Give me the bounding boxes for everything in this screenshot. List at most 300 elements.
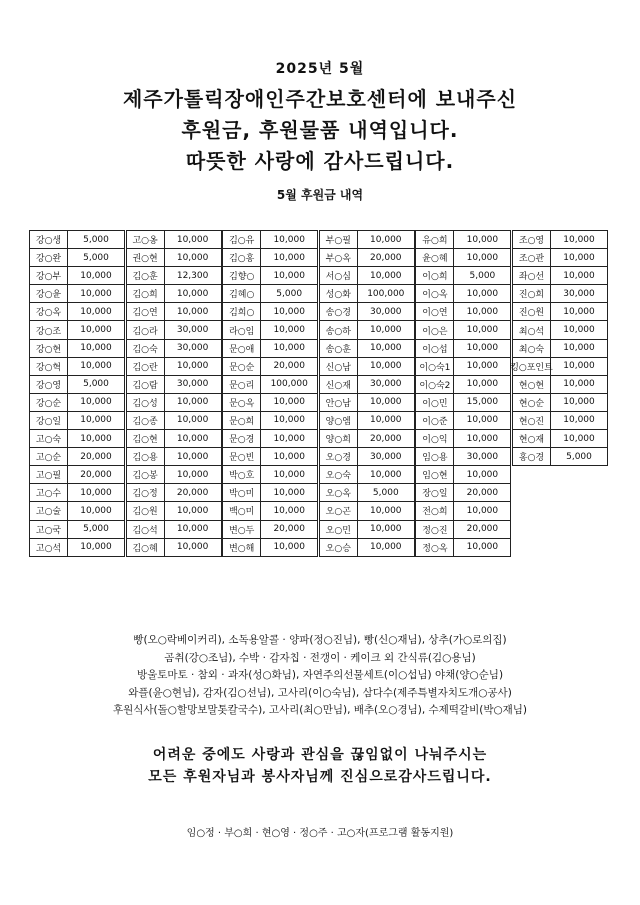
donation-row [222, 357, 318, 376]
donor-name: 송○하 [320, 321, 358, 338]
donor-name: 송○훈 [320, 340, 358, 357]
donor-name: 문○리 [223, 376, 261, 393]
donation-row [512, 248, 608, 267]
donation-amount: 30,000 [466, 451, 499, 462]
donation-row [319, 501, 415, 520]
donation-amount: 10,000 [563, 306, 595, 317]
donor-name: 강○생 [30, 231, 68, 248]
donation-amount: 10,000 [273, 469, 305, 480]
donation-row [126, 483, 222, 502]
donor-name: 현○현 [513, 376, 551, 393]
donation-amount: 100,000 [270, 379, 308, 390]
donation-row [415, 465, 511, 484]
donation-amount: 10,000 [80, 361, 112, 372]
donation-amount: 20,000 [466, 524, 499, 535]
donor-name: 오○민 [320, 521, 358, 538]
title-line-2: 후원금, 후원물품 내역입니다. [181, 118, 459, 142]
header [0, 58, 640, 177]
donor-name: 부○필 [320, 231, 358, 248]
donation-row [319, 320, 415, 339]
donation-amount: 10,000 [273, 505, 305, 516]
donation-row [319, 411, 415, 430]
donation-amount: 10,000 [466, 361, 499, 372]
donation-row [126, 339, 222, 358]
donation-amount: 10,000 [466, 306, 499, 317]
donation-row [126, 520, 222, 539]
donation-amount: 10,000 [466, 379, 499, 390]
donor-name: 이○민 [416, 394, 454, 411]
donation-row [415, 320, 511, 339]
donation-row [222, 230, 318, 249]
donation-row [126, 501, 222, 520]
donation-amount: 10,000 [563, 397, 595, 408]
donor-name: 임○용 [416, 448, 454, 465]
donation-row [126, 375, 222, 394]
donation-amount: 10,000 [80, 288, 112, 299]
donor-name: 고○필 [30, 466, 68, 483]
donation-row [319, 357, 415, 376]
in-kind-line: 후원식사(돌○할망보말톳칼국수), 고사리(최○만님), 배추(오○경님), 수제떡갈비(박○재님) [112, 704, 528, 716]
donor-name: 조○관 [513, 249, 551, 266]
donation-row [319, 465, 415, 484]
donation-amount: 5,000 [83, 524, 109, 535]
donation-amount: 30,000 [370, 451, 402, 462]
donor-name: 킹○포인트 [513, 358, 551, 375]
donor-name: 신○남 [320, 358, 358, 375]
donation-amount: 20,000 [80, 469, 112, 480]
donor-name: 백○미 [223, 502, 261, 519]
donation-row [222, 248, 318, 267]
donation-amount: 10,000 [466, 505, 499, 516]
in-kind-line: 와플(윤○현님), 감자(김○선님), 고사리(이○숙님), 삼다수(제주특별자치도개○공사) [128, 686, 512, 699]
donation-amount: 10,000 [370, 542, 402, 553]
donor-name: 신○재 [320, 376, 358, 393]
donation-row [319, 538, 415, 557]
donation-row [29, 320, 125, 339]
closing-line: 모든 후원자님과 봉사자님께 진심으로감사드립니다. [148, 769, 492, 785]
donation-row [415, 411, 511, 430]
donation-amount: 10,000 [273, 487, 305, 498]
donation-amount: 20,000 [370, 433, 402, 444]
donation-amount: 5,000 [372, 487, 399, 498]
donation-row [29, 538, 125, 557]
donation-row [319, 520, 415, 539]
donation-row [512, 266, 608, 285]
donation-row [29, 357, 125, 376]
donation-amount: 10,000 [273, 397, 305, 408]
donor-name: 김○용 [127, 448, 165, 465]
donation-row [415, 393, 511, 412]
donation-row [126, 230, 222, 249]
donor-name: 양○희 [320, 430, 358, 447]
donor-name: 라○임 [223, 321, 261, 338]
donor-name: 이○희 [416, 267, 454, 284]
donation-row [29, 302, 125, 321]
donation-row [126, 411, 222, 430]
donation-row [29, 266, 125, 285]
donation-row [29, 339, 125, 358]
donation-row [126, 284, 222, 303]
donation-amount: 10,000 [80, 325, 112, 336]
donor-name: 강○혁 [30, 358, 68, 375]
donation-row [415, 230, 511, 249]
donation-row [512, 393, 608, 412]
donor-name: 최○석 [513, 321, 551, 338]
donation-amount: 20,000 [80, 451, 112, 462]
donation-amount: 5,000 [276, 288, 303, 299]
donation-amount: 5,000 [83, 234, 109, 245]
donor-name: 강○일 [30, 412, 68, 429]
closing-line: 어려운 중에도 사랑과 관심을 끊임없이 나눠주시는 [152, 747, 488, 763]
donation-row [415, 520, 511, 539]
donation-row [512, 411, 608, 430]
donor-name: 변○두 [223, 521, 261, 538]
donation-amount: 10,000 [176, 415, 209, 426]
donation-amount: 20,000 [466, 487, 499, 498]
donation-row [222, 429, 318, 448]
donation-amount: 10,000 [80, 306, 112, 317]
donation-amount: 5,000 [83, 379, 109, 390]
donation-row [512, 429, 608, 448]
closing-message [0, 744, 640, 788]
donation-row [222, 339, 318, 358]
donation-row [319, 302, 415, 321]
donor-name: 김혜○ [223, 285, 261, 302]
donation-row [126, 447, 222, 466]
donor-name: 김○훈 [127, 267, 165, 284]
donation-amount: 10,000 [176, 234, 209, 245]
donation-row [512, 447, 608, 466]
donation-row [29, 375, 125, 394]
donation-amount: 10,000 [80, 542, 112, 553]
donation-amount: 10,000 [563, 270, 595, 281]
donor-name: 김○람 [127, 376, 165, 393]
donation-row [415, 266, 511, 285]
donation-amount: 10,000 [563, 234, 595, 245]
title-line-1: 제주가톨릭장애인주간보호센터에 보내주신 [122, 87, 518, 111]
donation-row [319, 266, 415, 285]
donor-name: 전○희 [416, 502, 454, 519]
donation-amount: 10,000 [273, 451, 305, 462]
donation-amount: 20,000 [370, 252, 402, 263]
donor-name: 이○옥 [416, 285, 454, 302]
donor-name: 권○현 [127, 249, 165, 266]
donation-amount: 10,000 [563, 433, 595, 444]
donation-amount: 30,000 [176, 325, 209, 336]
donation-amount: 10,000 [176, 252, 209, 263]
donation-row [29, 447, 125, 466]
donation-row [126, 320, 222, 339]
donation-row [222, 375, 318, 394]
donation-amount: 15,000 [466, 397, 499, 408]
donor-name: 고○숙 [30, 430, 68, 447]
donor-name: 조○영 [513, 231, 551, 248]
donor-name: 김○유 [223, 231, 261, 248]
donation-amount: 10,000 [273, 415, 305, 426]
donation-row [126, 248, 222, 267]
donation-row [319, 248, 415, 267]
donation-row [512, 230, 608, 249]
donation-amount: 30,000 [370, 306, 402, 317]
donation-row [415, 357, 511, 376]
donation-row [126, 302, 222, 321]
donation-amount: 10,000 [466, 343, 499, 354]
donation-row [126, 266, 222, 285]
donation-amount: 10,000 [80, 397, 112, 408]
donation-amount: 10,000 [370, 415, 402, 426]
donor-name: 문○순 [223, 358, 261, 375]
donation-row [222, 266, 318, 285]
donation-row [415, 339, 511, 358]
donation-row [222, 465, 318, 484]
donation-row [29, 501, 125, 520]
donation-table [29, 231, 609, 576]
donation-row [415, 429, 511, 448]
donation-amount: 10,000 [273, 234, 305, 245]
donation-amount: 20,000 [176, 487, 209, 498]
donor-name: 김○홍 [223, 249, 261, 266]
donation-amount: 10,000 [80, 487, 112, 498]
donation-amount: 10,000 [273, 306, 305, 317]
donor-name: 문○희 [223, 412, 261, 429]
donor-name: 문○빈 [223, 448, 261, 465]
donation-amount: 10,000 [370, 524, 402, 535]
donor-name: 김○정 [127, 484, 165, 501]
donation-column [222, 231, 318, 557]
donor-name: 강○영 [30, 376, 68, 393]
donor-name: 이○숙1 [416, 358, 454, 375]
donation-row [415, 248, 511, 267]
donation-amount: 10,000 [370, 234, 402, 245]
donor-name: 오○곤 [320, 502, 358, 519]
donation-amount: 10,000 [273, 433, 305, 444]
donor-name: 안○남 [320, 394, 358, 411]
donation-row [512, 320, 608, 339]
donor-name: 진○원 [513, 303, 551, 320]
donation-row [126, 429, 222, 448]
donation-row [29, 393, 125, 412]
donor-name: 고○옹 [127, 231, 165, 248]
donation-row [319, 284, 415, 303]
donation-amount: 10,000 [176, 542, 209, 553]
donation-row [222, 538, 318, 557]
donor-name: 이○익 [416, 430, 454, 447]
donor-name: 정○옥 [416, 539, 454, 556]
in-kind-donations [0, 632, 640, 720]
donor-name: 이○준 [416, 412, 454, 429]
donation-amount: 10,000 [176, 524, 209, 535]
donation-row [512, 375, 608, 394]
donation-amount: 12,300 [176, 270, 209, 281]
donation-row [319, 447, 415, 466]
donor-name: 강○부 [30, 267, 68, 284]
donor-name: 오○옥 [320, 484, 358, 501]
donor-name: 고○석 [30, 539, 68, 556]
donation-amount: 30,000 [370, 379, 402, 390]
donation-row [222, 520, 318, 539]
donation-amount: 10,000 [370, 505, 402, 516]
donation-row [222, 411, 318, 430]
donor-name: 김○성 [127, 394, 165, 411]
donation-row [29, 520, 125, 539]
donation-amount: 10,000 [563, 379, 595, 390]
donation-row [222, 320, 318, 339]
donation-column [512, 231, 608, 466]
donor-name: 이○은 [416, 321, 454, 338]
donor-name: 이○섭 [416, 340, 454, 357]
donation-amount: 10,000 [466, 252, 499, 263]
donation-amount: 10,000 [176, 361, 209, 372]
donation-amount: 10,000 [466, 288, 499, 299]
donor-name: 문○경 [223, 430, 261, 447]
donation-amount: 10,000 [176, 505, 209, 516]
donation-row [415, 447, 511, 466]
donor-name: 박○미 [223, 484, 261, 501]
donation-amount: 10,000 [273, 343, 305, 354]
title-line-3: 따뜻한 사랑에 감사드립니다. [185, 149, 455, 173]
donation-column [126, 231, 222, 557]
donor-name: 임○현 [416, 466, 454, 483]
donation-amount: 10,000 [563, 415, 595, 426]
donation-row [222, 302, 318, 321]
donation-row [126, 538, 222, 557]
donation-row [415, 375, 511, 394]
donation-amount: 10,000 [370, 397, 402, 408]
donor-name: 김○희 [127, 285, 165, 302]
donor-name: 강○완 [30, 249, 68, 266]
donation-amount: 10,000 [466, 433, 499, 444]
donation-amount: 10,000 [80, 415, 112, 426]
donation-row [29, 411, 125, 430]
donation-amount: 10,000 [563, 361, 595, 372]
donor-name: 서○심 [320, 267, 358, 284]
donation-row [319, 230, 415, 249]
donor-name: 오○경 [320, 448, 358, 465]
donation-row [512, 302, 608, 321]
donor-name: 정○진 [416, 521, 454, 538]
donation-row [29, 483, 125, 502]
donation-amount: 10,000 [273, 252, 305, 263]
donation-amount: 10,000 [176, 469, 209, 480]
donor-name: 김○석 [127, 521, 165, 538]
donation-amount: 10,000 [273, 270, 305, 281]
donation-amount: 10,000 [466, 415, 499, 426]
donor-name: 문○옥 [223, 394, 261, 411]
donation-row [222, 447, 318, 466]
donation-amount: 20,000 [273, 361, 305, 372]
donation-row [512, 357, 608, 376]
donor-name: 김희○ [223, 303, 261, 320]
donation-row [319, 483, 415, 502]
donor-name: 오○숙 [320, 466, 358, 483]
donation-amount: 100,000 [367, 288, 405, 299]
donation-amount: 10,000 [370, 270, 402, 281]
donor-name: 최○숙 [513, 340, 551, 357]
donor-name: 김○봉 [127, 466, 165, 483]
donation-row [415, 302, 511, 321]
donor-name: 장○일 [416, 484, 454, 501]
donation-amount: 10,000 [370, 325, 402, 336]
donor-name: 김○원 [127, 502, 165, 519]
donation-row [512, 339, 608, 358]
donation-amount: 10,000 [563, 325, 595, 336]
donor-name: 현○재 [513, 430, 551, 447]
donor-name: 김○연 [127, 303, 165, 320]
donation-amount: 10,000 [80, 505, 112, 516]
donation-row [319, 393, 415, 412]
donation-amount: 20,000 [273, 524, 305, 535]
donation-amount: 10,000 [273, 542, 305, 553]
donation-amount: 10,000 [80, 343, 112, 354]
donor-name: 고○술 [30, 502, 68, 519]
donation-row [319, 339, 415, 358]
in-kind-line: 빵(오○락베이커리), 소독용알콜 · 양파(정○진님), 빵(신○재님), 상추(가○로의집) [133, 634, 507, 646]
donation-amount: 10,000 [176, 397, 209, 408]
donor-name: 김○라 [127, 321, 165, 338]
donation-row [29, 284, 125, 303]
donor-name: 고○순 [30, 448, 68, 465]
donor-name: 김○혜 [127, 539, 165, 556]
donation-amount: 10,000 [370, 343, 402, 354]
donation-amount: 10,000 [370, 361, 402, 372]
in-kind-line: 곰취(강○조님), 수박 · 감자칩 · 전갱이 · 케이크 외 간식류(김○용님) [164, 651, 476, 664]
donor-name: 현○순 [513, 394, 551, 411]
donation-row [126, 465, 222, 484]
donor-name: 강○조 [30, 321, 68, 338]
donor-name: 김○숙 [127, 340, 165, 357]
donation-amount: 30,000 [176, 379, 209, 390]
donation-column [319, 231, 415, 557]
donor-name: 부○옥 [320, 249, 358, 266]
donor-name: 좌○선 [513, 267, 551, 284]
donation-amount: 10,000 [466, 542, 499, 553]
donation-column [415, 231, 511, 557]
donor-name: 강○옥 [30, 303, 68, 320]
donor-name: 이○숙2 [416, 376, 454, 393]
donation-amount: 10,000 [80, 433, 112, 444]
donation-row [222, 284, 318, 303]
donor-name: 양○엠 [320, 412, 358, 429]
donation-amount: 5,000 [83, 252, 109, 263]
donation-list-title: 5월 후원금 내역 [276, 188, 364, 202]
donation-row [222, 501, 318, 520]
donor-name: 강○현 [30, 340, 68, 357]
donation-row [126, 393, 222, 412]
donation-row [415, 538, 511, 557]
donation-amount: 10,000 [176, 306, 209, 317]
donation-column [29, 231, 125, 557]
donation-row [29, 248, 125, 267]
donation-row [126, 357, 222, 376]
donor-name: 유○희 [416, 231, 454, 248]
donor-name: 이○연 [416, 303, 454, 320]
donor-name: 김향○ [223, 267, 261, 284]
volunteer-credits: 임○정 · 부○희 · 현○영 · 정○주 · 고○자(프로그램 활동지원) [186, 828, 454, 839]
in-kind-line: 방울토마토 · 참외 · 과자(성○화님), 자연주의선물세트(이○섭님) 야채(양○순님) [136, 669, 504, 681]
donor-name: 오○승 [320, 539, 358, 556]
donation-amount: 10,000 [370, 469, 402, 480]
donation-row [415, 284, 511, 303]
donor-name: 진○희 [513, 285, 551, 302]
donation-amount: 10,000 [563, 343, 595, 354]
donor-name: 변○해 [223, 539, 261, 556]
donor-name: 강○윤 [30, 285, 68, 302]
donor-name: 김○종 [127, 412, 165, 429]
donation-amount: 30,000 [176, 343, 209, 354]
donor-name: 현○진 [513, 412, 551, 429]
donation-amount: 10,000 [273, 325, 305, 336]
report-date: 2025년 5월 [275, 61, 365, 77]
